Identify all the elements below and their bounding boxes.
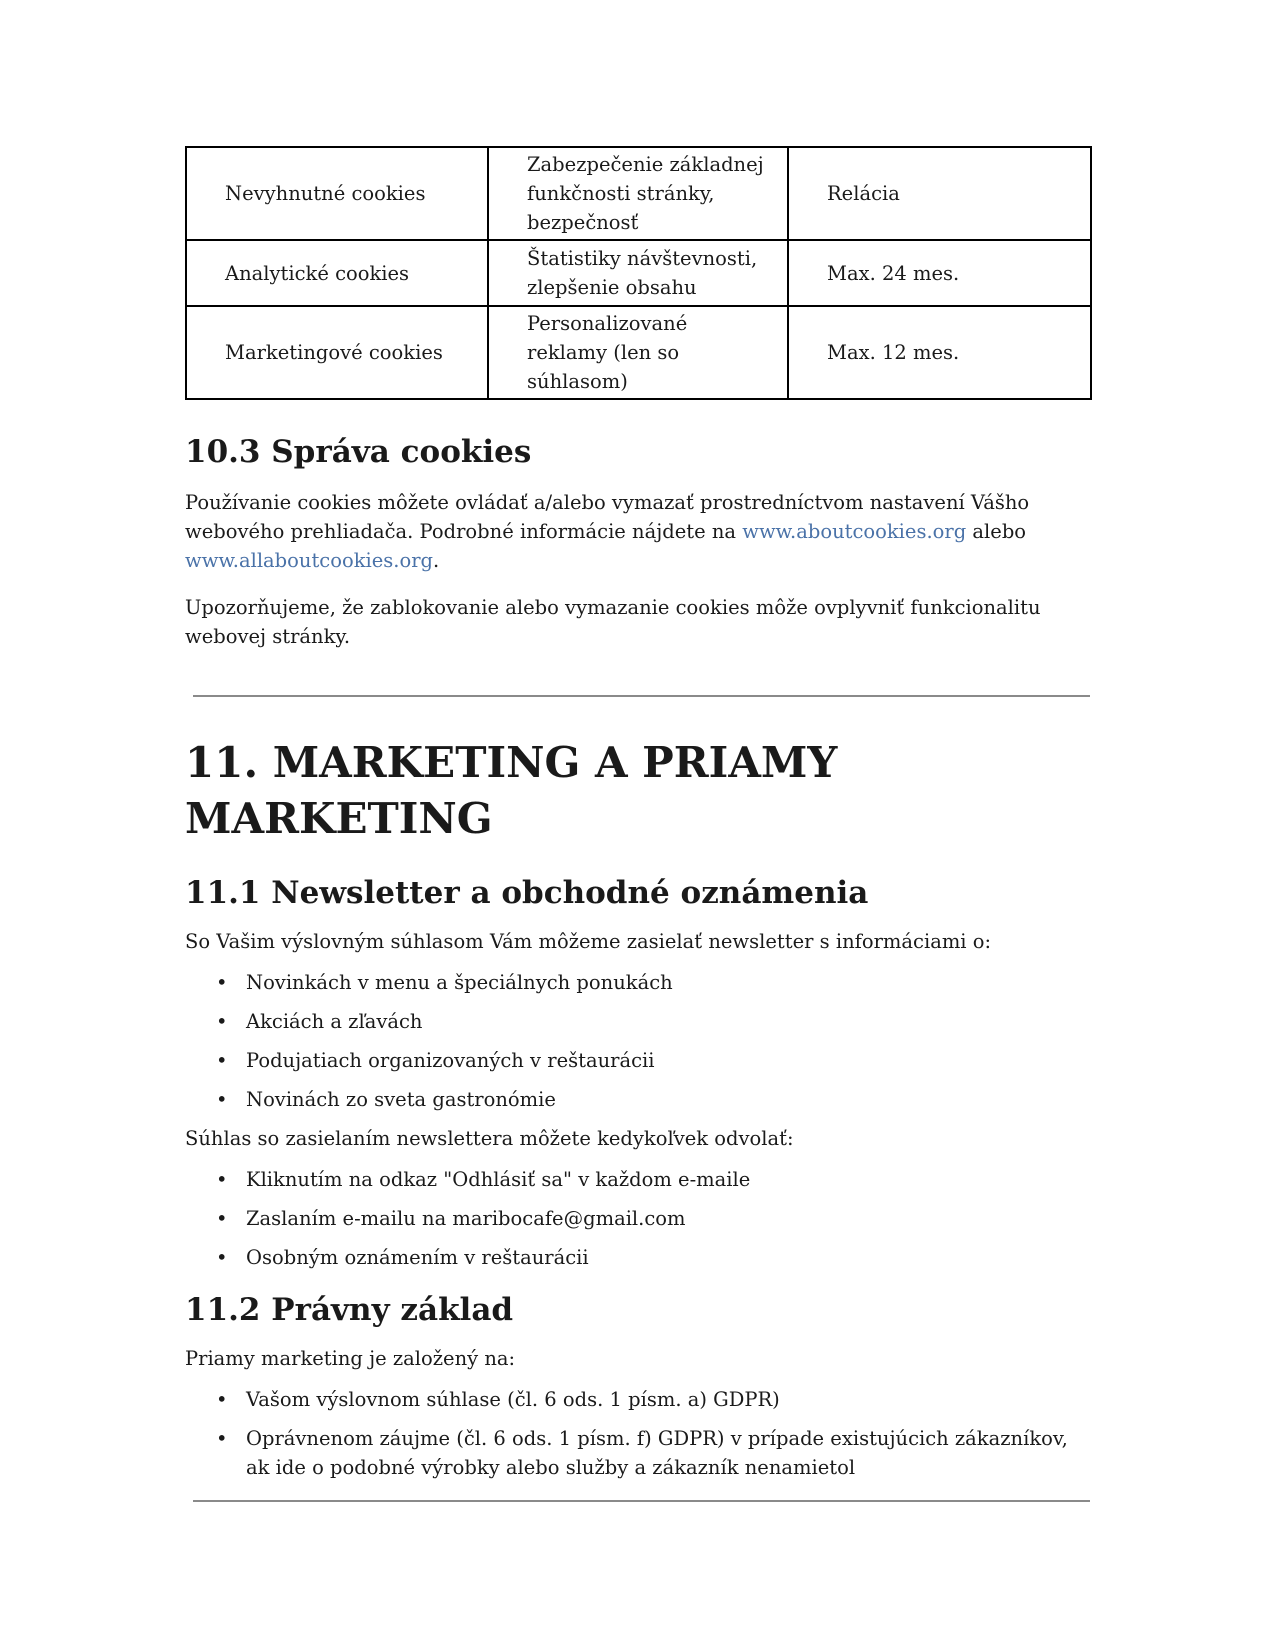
- cell-cookie-type: Nevyhnutné cookies: [186, 147, 488, 240]
- paragraph-text: .: [433, 549, 440, 572]
- cell-cookie-duration: Relácia: [788, 147, 1091, 240]
- legal-bases-list: [185, 1385, 1090, 1482]
- list-item: • Novinkách v menu a špeciálnych ponukách: [185, 968, 1090, 997]
- cell-cookie-type: Analytické cookies: [186, 240, 488, 306]
- section-heading-pravny-zaklad: 11.2 Právny základ: [185, 1292, 514, 1328]
- cell-cookie-duration: Max. 24 mes.: [788, 240, 1091, 306]
- link-aboutcookies[interactable]: www.aboutcookies.org: [742, 520, 967, 543]
- optout-methods-list: [185, 1165, 1090, 1272]
- section-heading-newsletter: 11.1 Newsletter a obchodné oznámenia: [185, 875, 869, 911]
- list-item: • Oprávnenom záujme (čl. 6 ods. 1 písm. f) GDPR) v prípade existujúcich zákazníkov, ak ide o podobné výrobky alebo služby a zákazník nenamietol: [185, 1424, 1090, 1482]
- list-item: • Podujatiach organizovaných v reštaurácii: [185, 1046, 1090, 1075]
- table-row: [186, 147, 1091, 240]
- paragraph-newsletter-intro: So Vašim výslovným súhlasom Vám môžeme zasielať newsletter s informáciami o:: [185, 930, 992, 953]
- list-item: • Novinách zo sveta gastronómie: [185, 1085, 1090, 1114]
- paragraph-cookie-management: [185, 488, 1090, 575]
- table-row: [186, 240, 1091, 306]
- list-item: • Osobným oznámením v reštaurácii: [185, 1243, 1090, 1272]
- list-item: • Zaslaním e-mailu na maribocafe@gmail.com: [185, 1204, 1090, 1233]
- cell-cookie-purpose: Štatistiky návštevnosti, zlepšenie obsahu: [488, 240, 788, 306]
- cell-cookie-purpose: Zabezpečenie základnej funkčnosti stránky, bezpečnosť: [488, 147, 788, 240]
- paragraph-optout-intro: Súhlas so zasielaním newslettera môžete kedykoľvek odvolať:: [185, 1127, 794, 1150]
- section-divider: [193, 695, 1090, 697]
- list-item: • Vašom výslovnom súhlase (čl. 6 ods. 1 písm. a) GDPR): [185, 1385, 1090, 1414]
- cell-cookie-purpose: Personalizované reklamy (len so súhlasom): [488, 306, 788, 399]
- list-item: • Akciách a zľavách: [185, 1007, 1090, 1036]
- paragraph-legal-intro: Priamy marketing je založený na:: [185, 1347, 516, 1370]
- table-row: [186, 306, 1091, 399]
- section-heading-sprava-cookies: 10.3 Správa cookies: [185, 434, 532, 470]
- chapter-heading-marketing: 11. MARKETING A PRIAMY MARKETING: [185, 738, 838, 843]
- cell-cookie-type: Marketingové cookies: [186, 306, 488, 399]
- cell-cookie-duration: Max. 12 mes.: [788, 306, 1091, 399]
- cookies-table: [185, 146, 1092, 400]
- newsletter-topics-list: [185, 968, 1090, 1114]
- section-divider: [193, 1500, 1090, 1502]
- list-item: • Kliknutím na odkaz "Odhlásiť sa" v každom e-maile: [185, 1165, 1090, 1194]
- paragraph-text: alebo: [966, 520, 1027, 543]
- paragraph-cookie-warning: Upozorňujeme, že zablokovanie alebo vymazanie cookies môže ovplyvniť funkcionalitu webovej stránky.: [185, 596, 1041, 648]
- link-allaboutcookies[interactable]: www.allaboutcookies.org: [185, 549, 434, 572]
- paragraph-text: Používanie cookies môžete ovládať a/alebo vymazať prostredníctvom nastavení Vášho webového prehliadača. Podrobné informácie nájdete na: [185, 491, 1030, 543]
